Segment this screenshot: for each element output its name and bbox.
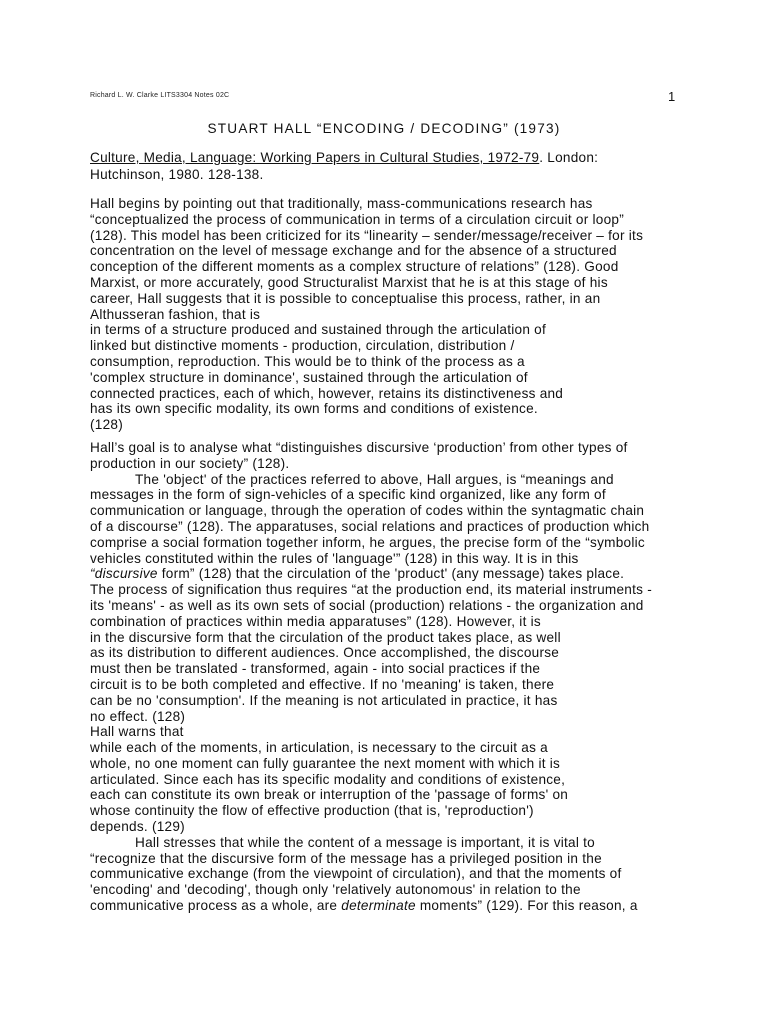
paragraph-2 bbox=[90, 440, 680, 472]
text-line: communication or language, through the operation of codes within the syntagmatic chain bbox=[90, 503, 645, 519]
quote-line: whose continuity the flow of effective production (that is, 'reproduction') bbox=[90, 803, 534, 819]
quote-line: while each of the moments, in articulation, is necessary to the circuit as a bbox=[90, 740, 548, 756]
block-quote-1 bbox=[90, 322, 680, 433]
text-line: messages in the form of sign-vehicles of a specific kind organized, like any form of bbox=[90, 487, 606, 503]
block-quote-2 bbox=[90, 630, 680, 725]
quote-line: linked but distinctive moments - production, circulation, distribution / bbox=[90, 338, 515, 354]
text-line: Hall’s goal is to analyse what “distinguishes discursive ‘production’ from other types of bbox=[90, 439, 628, 455]
text-line: communicative exchange (from the viewpoint of circulation), and that the moments of bbox=[90, 866, 622, 882]
quote-line: articulated. Since each has its specific modality and conditions of existence, bbox=[90, 771, 566, 787]
quote-line: as its distribution to different audiences. Once accomplished, the discourse bbox=[90, 645, 560, 661]
text-line: Hall stresses that while the content of a message is important, it is vital to bbox=[135, 834, 595, 850]
text-line: comprise a social formation together inform, he argues, the precise form of the “symbolic bbox=[90, 534, 645, 550]
paragraph-1 bbox=[90, 196, 680, 322]
text-line: Hall begins by pointing out that traditionally, mass-communications research has bbox=[90, 196, 593, 211]
quote-line: consumption, reproduction. This would be to think of the process as a bbox=[90, 353, 525, 369]
quote-line: no effect. (128) bbox=[90, 708, 186, 724]
italic-term: “discursive bbox=[90, 566, 158, 582]
paragraph-4 bbox=[90, 724, 680, 740]
text-line: Marxist, or more accurately, good Structuralist Marxist that he is at this stage of his bbox=[90, 274, 608, 290]
text-line bbox=[90, 566, 680, 582]
document-body bbox=[90, 196, 680, 914]
text-line: “recognize that the discursive form of the message has a privileged position in the bbox=[90, 850, 602, 866]
quote-line: in terms of a structure produced and sustained through the articulation of bbox=[90, 322, 547, 338]
text-run: form” (128) that the circulation of the 'product' (any message) takes place. bbox=[157, 566, 625, 582]
quote-line: circuit is to be both completed and effective. If no 'meaning' is taken, there bbox=[90, 676, 555, 692]
text-line: of a discourse” (128). The apparatuses, social relations and practices of production which bbox=[90, 518, 650, 534]
quote-line: whole, no one moment can fully guarantee the next moment with which it is bbox=[90, 755, 561, 771]
text-line: combination of practices within media apparatuses” (128). However, it is bbox=[90, 613, 541, 629]
text-line: “conceptualized the process of communication in terms of a circulation circuit or loop” bbox=[90, 211, 625, 227]
text-line: Althusseran fashion, that is bbox=[90, 306, 261, 322]
text-line: Hall warns that bbox=[90, 724, 184, 740]
text-line: 'encoding' and 'decoding', though only 'relatively autonomous' in relation to the bbox=[90, 882, 581, 898]
text-line: concentration on the level of message exchange and for the absence of a structured bbox=[90, 243, 617, 259]
text-line: The process of signification thus requires “at the production end, its material instruments - bbox=[90, 582, 652, 598]
source-title: Culture, Media, Language: Working Papers in Cultural Studies, 1972-79 bbox=[90, 150, 540, 165]
text-run: moments” (129). For this reason, a bbox=[415, 898, 638, 914]
quote-line: (128) bbox=[90, 417, 123, 433]
italic-term: determinate bbox=[341, 898, 416, 914]
quote-line: depends. (129) bbox=[90, 819, 185, 835]
text-line bbox=[90, 898, 680, 914]
quote-line: must then be translated - transformed, again - into social practices if the bbox=[90, 661, 541, 677]
text-line: career, Hall suggests that it is possible to conceptualise this process, rather, in an bbox=[90, 290, 601, 306]
text-line: conception of the different moments as a complex structure of relations” (128). Good bbox=[90, 259, 619, 275]
quote-line: connected practices, each of which, however, retains its distinctiveness and bbox=[90, 385, 564, 401]
text-run: communicative process as a whole, are bbox=[90, 898, 342, 914]
paragraph-3 bbox=[90, 472, 680, 630]
block-quote-3 bbox=[90, 740, 680, 835]
citation bbox=[90, 150, 690, 183]
page-number: 1 bbox=[668, 89, 676, 104]
citation-line-1 bbox=[90, 150, 690, 167]
text-line: (128). This model has been criticized for its “linearity – sender/message/receiver – for its bbox=[90, 227, 644, 243]
citation-location: . London: bbox=[539, 150, 599, 165]
citation-line-2: Hutchinson, 1980. 128-138. bbox=[90, 166, 264, 182]
quote-line: in the discursive form that the circulation of the product takes place, as well bbox=[90, 629, 561, 645]
text-line: The 'object' of the practices referred to above, Hall argues, is “meanings and bbox=[135, 471, 614, 487]
paragraph-5 bbox=[90, 835, 680, 914]
document-title: STUART HALL “ENCODING / DECODING” (1973) bbox=[207, 121, 561, 136]
quote-line: each can constitute its own break or interruption of the 'passage of forms' on bbox=[90, 787, 569, 803]
quote-line: can be no 'consumption'. If the meaning is not articulated in practice, it has bbox=[90, 692, 558, 708]
quote-line: has its own specific modality, its own forms and conditions of existence. bbox=[90, 401, 538, 417]
text-line: vehicles constituted within the rules of 'language'” (128) in this way. It is in this bbox=[90, 550, 579, 566]
quote-line: 'complex structure in dominance', sustained through the articulation of bbox=[90, 369, 528, 385]
text-line: its 'means' - as well as its own sets of social (production) relations - the organization and bbox=[90, 597, 644, 613]
text-line: production in our society” (128). bbox=[90, 455, 290, 471]
running-head: Richard L. W. Clarke LITS3304 Notes 02C bbox=[90, 92, 230, 99]
